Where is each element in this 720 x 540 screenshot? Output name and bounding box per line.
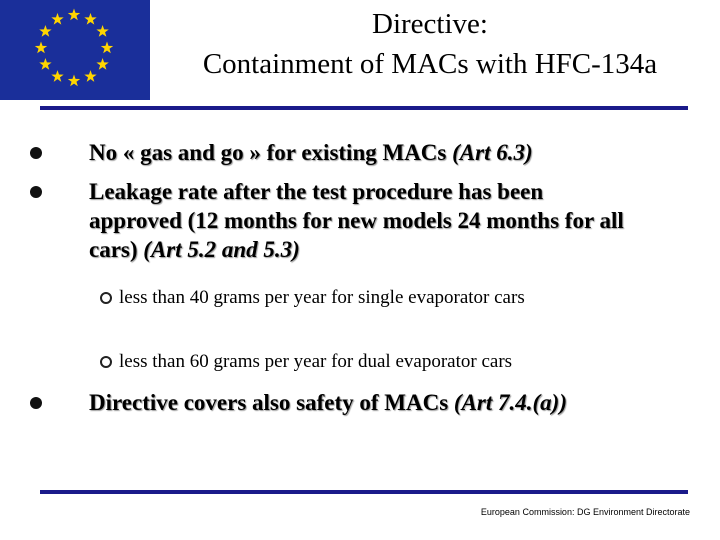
eu-stars-icon (0, 0, 150, 100)
bullet-1-text: No « gas and go » for existing MACs (89, 140, 453, 165)
bullet-2-article: (Art 5.2 and 5.3) (143, 237, 300, 262)
title-line-2: Containment of MACs with HFC-134a (202, 48, 658, 80)
sub-bullet-2-text: less than 60 grams per year for dual evaporator cars (119, 351, 513, 372)
bullet-3-text: Directive covers also safety of MACs (89, 390, 454, 415)
sub-bullet-1-text: less than 40 grams per year for single evaporator cars (119, 287, 525, 308)
bullet-3-article: (Art 7.4.(a)) (453, 390, 567, 415)
ring-bullet-icon (100, 356, 112, 368)
bullet-dot-icon (30, 186, 42, 198)
bullet-2-text: Leakage rate after the test procedure has been approved (12 months for new models 24 months for all cars) (89, 179, 624, 262)
bullet-1-article: (Art 6.3) (452, 140, 533, 165)
title-line-1: Directive: (372, 8, 488, 40)
top-divider (40, 106, 688, 110)
bullet-dot-icon (30, 147, 42, 159)
ring-bullet-icon (100, 292, 112, 304)
sub-bullet-2 (119, 349, 700, 374)
bullet-dot-icon (30, 397, 42, 409)
slide-title (150, 4, 710, 84)
eu-flag-logo (0, 0, 150, 100)
bottom-divider (40, 490, 688, 494)
sub-bullet-1 (119, 285, 700, 310)
footer-text: European Commission: DG Environment Directorate (480, 507, 690, 517)
